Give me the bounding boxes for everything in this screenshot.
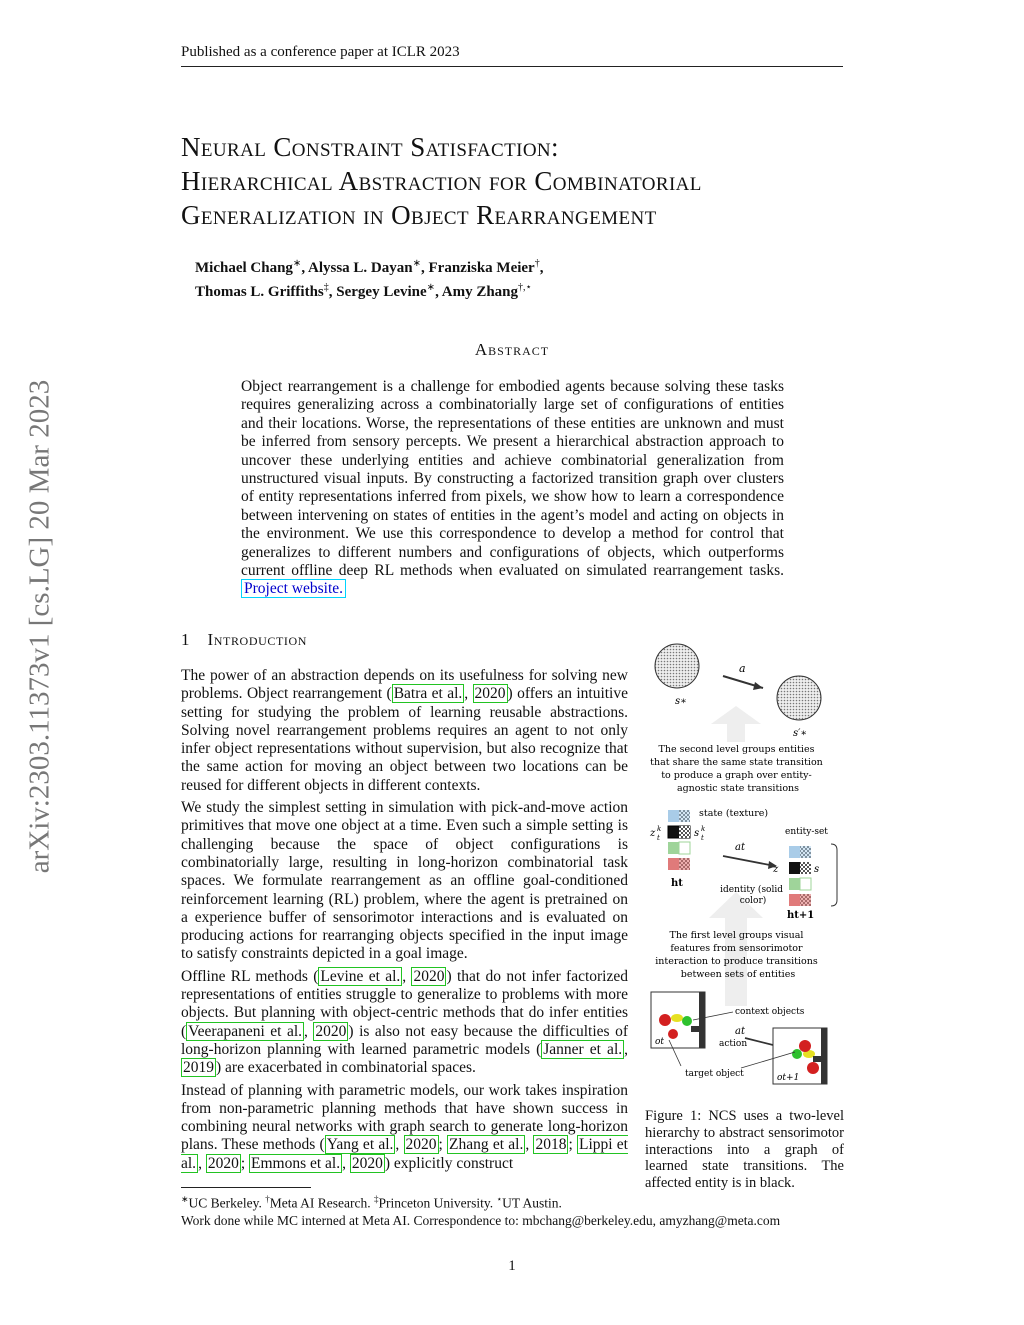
paragraph: The power of an abstraction depends on its usefulness for solving new problems. Object rearrangement ( Batra et al. , 2020 ) offers an intuitive setting for studying the problem of learning reusable abstractions. Solving novel rearrangement problems requires an agent to not only infer object representations without supervision, but also recognize that the same action for moving an object between two locations can be reused for different objects in different contexts.	[181, 667, 628, 794]
identity-label: identity (solid color)	[720, 885, 784, 906]
ot1-label: ot+1	[777, 1073, 800, 1083]
paper-title	[181, 130, 881, 232]
second-level-caption: The second level groups entities that share the same state transition to produce a graph over entity- agnostic state transitions	[650, 744, 823, 794]
figure-caption: Figure 1: NCS uses a two-level hierarchy to abstract sensorimotor interactions into a graph of learned state transitions. The affected entity is in black.	[645, 1108, 844, 1192]
action-label: action	[719, 1039, 748, 1049]
author: Thomas L. Griffiths	[195, 284, 324, 300]
page-number: 1	[508, 1258, 516, 1274]
citation-link[interactable]: 2020	[351, 1154, 383, 1172]
svg-text:s: s	[694, 828, 700, 839]
svg-text:t: t	[701, 834, 704, 842]
intro-body	[181, 667, 628, 1177]
citation-link[interactable]: 2020	[315, 1022, 347, 1040]
title-line: Hierarchical Abstraction for Combinatorial	[181, 166, 702, 196]
section-number: 1	[181, 630, 190, 649]
paragraph: We study the simplest setting in simulation with pick-and-move action primitives that move one object at a time. Even such a simple setting is challenging because the space of object configurations is combinatorially large, resulting in long-horizon combinatorial task spaces. We formulate rearrangement as an offline goal-conditioned reinforcement learning (RL) problem, where the agent is pretrained on a experience buffer of sensorimotor interactions and is evaluated on producing actions for rearranging objects specified in the input image to satisfy constraints depicted in a goal image.	[181, 799, 628, 963]
citation-link[interactable]: Lippi et al.	[181, 1136, 628, 1172]
project-website-link[interactable]: Project website.	[241, 579, 346, 598]
citation-link[interactable]: 2020	[207, 1154, 239, 1172]
ot-label: ot	[655, 1037, 665, 1047]
context-objects-label: context objects	[735, 1007, 805, 1017]
citation-link[interactable]: 2020	[413, 967, 445, 985]
arxiv-identifier: arXiv:2303.11373v1 [cs.LG] 20 Mar 2023	[23, 379, 56, 874]
svg-text:t: t	[657, 834, 660, 842]
abstract-body	[241, 378, 784, 599]
abstract-heading: Abstract	[474, 340, 550, 359]
figure-1-diagram	[645, 636, 855, 1086]
svg-text:z: z	[773, 864, 779, 875]
h-t1-label: ht+1	[787, 910, 815, 921]
author: Amy Zhang	[441, 284, 519, 300]
citation-link[interactable]: Zhang et al.	[449, 1136, 524, 1154]
h-t-label: ht	[671, 878, 683, 889]
citation-link[interactable]: Emmons et al.	[251, 1154, 341, 1172]
first-level-caption: The first level groups visual features from sensorimotor interaction to produce transitions between sets of entities	[655, 930, 818, 980]
svg-text:k: k	[657, 825, 662, 833]
citation-link[interactable]: 2020	[474, 685, 506, 703]
author-list: Michael Chang∗, Alyssa L. Dayan∗, Franziska Meier†, Thomas L. Griffiths‡, Sergey Levine∗, Amy Zhang†,⋆	[195, 258, 544, 300]
footnote-divider	[181, 1187, 311, 1188]
state-circle-s	[655, 644, 699, 688]
entity-set-label: entity-set	[785, 827, 828, 837]
citation-link[interactable]: Levine et al.	[320, 967, 401, 985]
at-label-mid: at	[735, 842, 745, 853]
running-header: Published as a conference paper at ICLR 2023	[181, 44, 843, 67]
s-label: s∗	[675, 696, 687, 707]
citation-link[interactable]: Batra et al.	[393, 685, 463, 703]
paragraph: Offline RL methods ( Levine et al. , 2020 ) that do not infer factorized representations of entities struggle to generalize to problems with more objects. But planning with object-centric methods that do infer entities ( Veerapaneni et al. , 2020 ) is also not easy because the difficulties of long-horizon planning with learned parametric models ( Janner et al. , 2019 ) are exacerbated in combinatorial spaces.	[181, 967, 628, 1077]
target-object-label: target object	[685, 1069, 744, 1079]
paragraph: Instead of planning with parametric models, our work takes inspiration from non-parametric planning methods that have shown success in combining neural networks with graph search to generate long-horizon plans. These methods ( Yang et al. , 2020 ; Zhang et al. , 2018 ; Lippi et al. , 2020 ; Emmons et al. , 2020 ) explicitly construct	[181, 1081, 628, 1172]
state-circle-s-prime	[777, 676, 821, 720]
s-prime-label: s′∗	[793, 728, 808, 739]
citation-link[interactable]: Veerapaneni et al.	[188, 1022, 303, 1040]
footnote: ∗UC Berkeley. †Meta AI Research. ‡Princeton University. ⋆UT Austin. Work done while MC interned at Meta AI. Correspondence to: mbchang@berkeley.edu, amyzhang@meta.com	[181, 1194, 781, 1228]
at-label-bottom: at	[735, 1026, 745, 1037]
svg-text:z: z	[650, 828, 656, 839]
citation-link[interactable]: 2018	[535, 1136, 567, 1154]
citation-link[interactable]: 2020	[405, 1136, 437, 1154]
svg-text:s: s	[814, 864, 820, 875]
title-line: Generalization in Object Rearrangement	[181, 200, 657, 230]
svg-text:k: k	[701, 825, 706, 833]
state-texture-label: state (texture)	[699, 808, 769, 819]
title-line: Neural Constraint Satisfaction:	[181, 132, 559, 162]
citation-link[interactable]: 2019	[183, 1059, 214, 1077]
author: Alyssa L. Dayan	[308, 260, 413, 276]
upward-arrow-top-shaft	[727, 724, 745, 736]
abstract-text: Object rearrangement is a challenge for embodied agents because solving these tasks requires generalizing across a combinatorially large set of configurations of entities and their locations. Worse, the representations of these entities are unknown and must be inferred from sensory percepts. We present a hierarchical abstraction approach to uncover these underlying entities and achieve combinatorial generalization from unstructured visual inputs. By constructing a factorized transition graph over clusters of entity representations inferred from pixels, we show how to learn a correspondence between intervening on states of entities in the agent’s model and acting on objects in the environment. We use this correspondence to develop a method for control that generalizes to different numbers and configurations of objects, which outperforms current offline deep RL methods when evaluated on simulated rearrangement tasks.	[241, 378, 784, 580]
author: Sergey Levine	[336, 284, 427, 300]
section-title: Introduction	[207, 630, 308, 649]
author: Franziska Meier	[428, 260, 535, 276]
section-heading	[181, 630, 307, 650]
author: Michael Chang	[195, 260, 293, 276]
citation-link[interactable]: Yang et al.	[326, 1136, 394, 1154]
citation-link[interactable]: Janner et al.	[543, 1040, 623, 1058]
a-label: a	[739, 662, 746, 675]
